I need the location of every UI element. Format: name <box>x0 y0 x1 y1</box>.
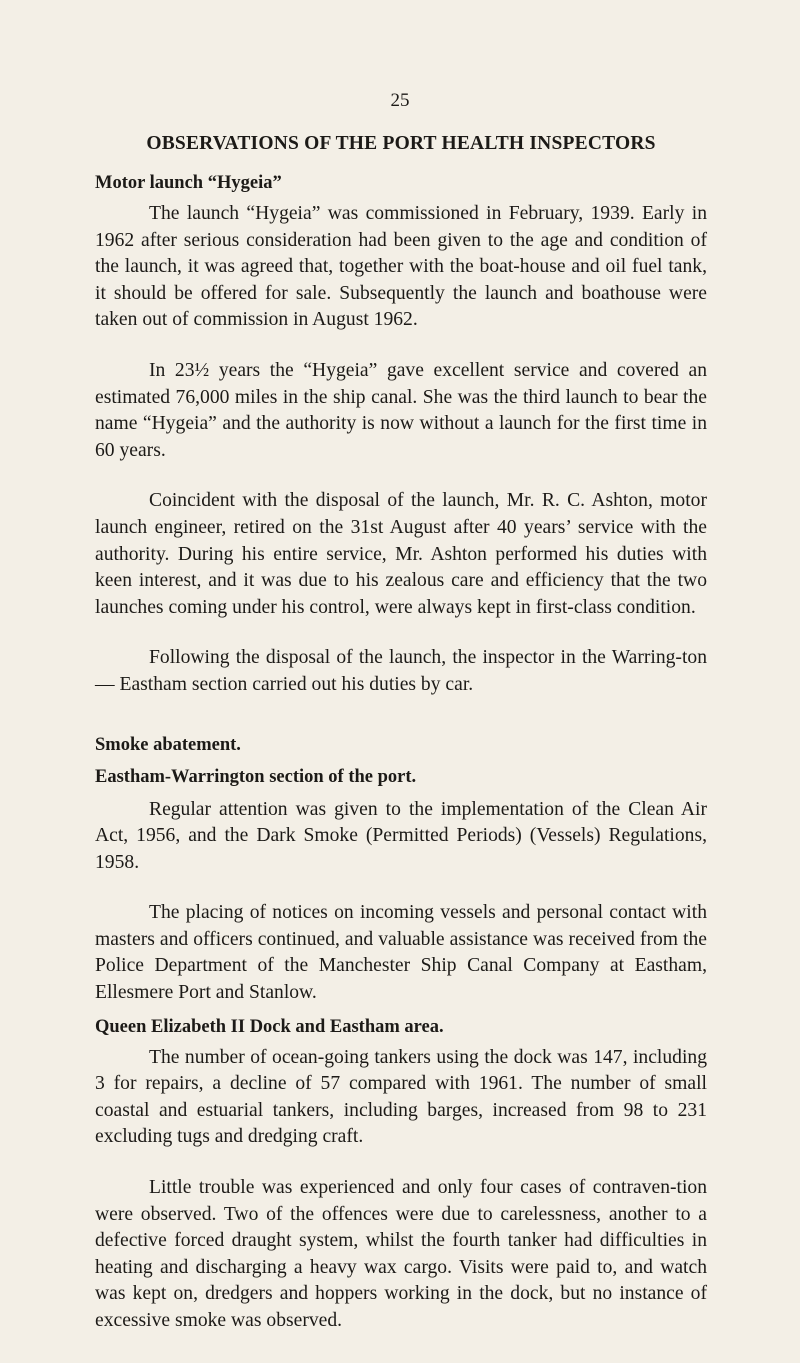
page-number: 25 <box>390 90 410 111</box>
paragraph-tankers: The number of ocean-going tankers using the dock was 147, including 3 for repairs, a decline of 57 compared with 1961. The number of small coastal and estuarial tankers, including barges, increased from 98 to 231 excluding tugs and dredging craft. <box>95 1046 707 1148</box>
section-subheading-eastham-warrington: Eastham-Warrington section of the port. <box>95 766 417 787</box>
section-heading-smoke: Smoke abatement. <box>95 734 241 755</box>
paragraph-notices: The placing of notices on incoming vessels and personal contact with masters and officers continued, and valuable assistance was received from the Police Department of the Manchester Ship Canal Company at Eastham, Ellesmere Port and Stanlow. <box>95 902 707 1004</box>
paragraph-engineer-retirement: Coincident with the disposal of the launch, Mr. R. C. Ashton, motor launch engineer, retired on the 31st August after 40 years’ service with the authority. During his entire service, Mr. Ashton performed his duties with keen interest, and it was due to his zealous care and efficiency that the two launches coming under his control, were always kept in first-class condition. <box>95 490 707 618</box>
section-heading-dock: Queen Elizabeth II Dock and Eastham area. <box>95 1016 444 1037</box>
paragraph-launch-commissioning: The launch “Hygeia” was commissioned in February, 1939. Early in 1962 after serious consideration had been given to the age and condition of the launch, it was agreed that, together with the boat-house and oil fuel tank, it should be offered for sale. Subsequently the launch and boathouse were taken out of commission in August 1962. <box>95 203 707 331</box>
paragraph-launch-service: In 23½ years the “Hygeia” gave excellent service and covered an estimated 76,000 miles in the ship canal. She was the third launch to bear the name “Hygeia” and the authority is now without a launch for the first time in 60 years. <box>95 359 707 461</box>
paragraph-contraventions: Little trouble was experienced and only four cases of contraven-tion were observed. Two of the offences were due to carelessness, another to a defective forced draught system, whilst the fourth tanker had difficulties in heating and discharging a heavy wax cargo. Visits were paid to, and watch was kept on, dredgers and hoppers working in the dock, but no instance of excessive smoke was observed. <box>95 1177 707 1331</box>
section-heading-launch: Motor launch “Hygeia” <box>95 173 282 193</box>
paragraph-clean-air-act: Regular attention was given to the implementation of the Clean Air Act, 1956, and the Dark Smoke (Permitted Periods) (Vessels) Regulations, 1958. <box>95 798 707 873</box>
paragraph-launch-disposal: Following the disposal of the launch, the inspector in the Warring-ton — Eastham section carried out his duties by car. <box>95 647 707 695</box>
document-body <box>95 133 707 1335</box>
page-title: OBSERVATIONS OF THE PORT HEALTH INSPECTORS <box>146 133 656 154</box>
